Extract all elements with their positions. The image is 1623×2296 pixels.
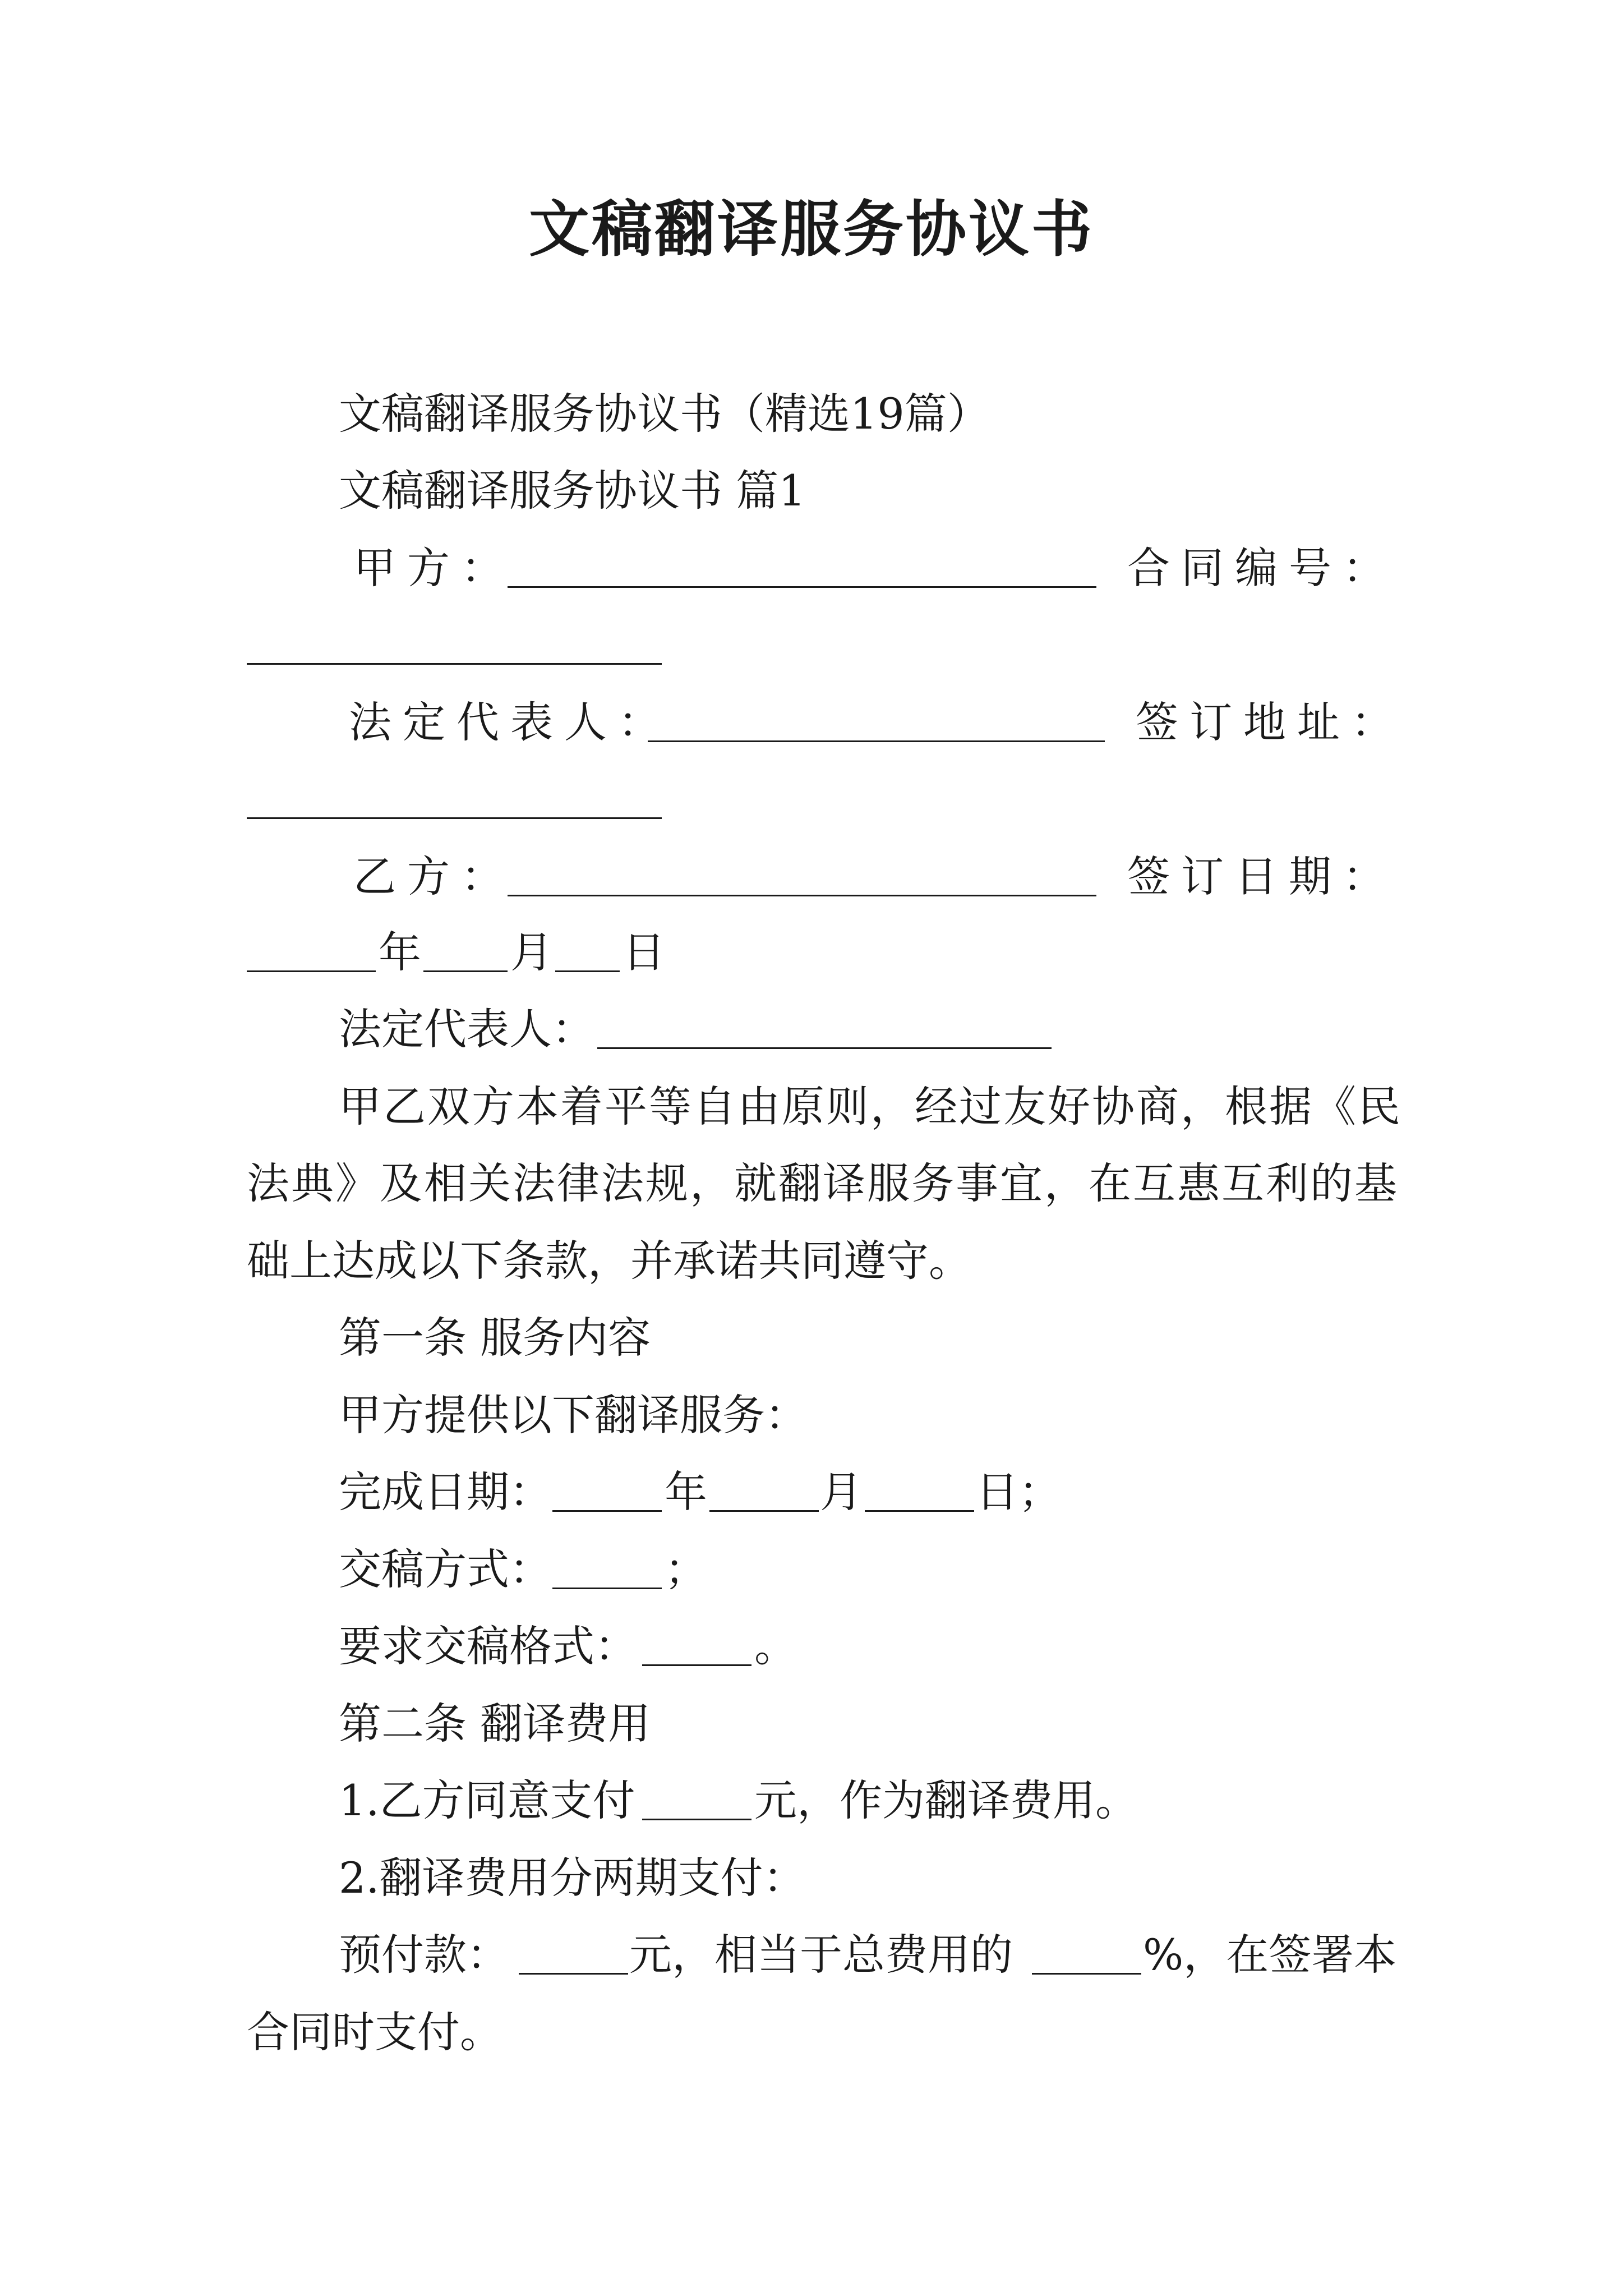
fee-item-1-suffix: 元，作为翻译费用。 — [754, 1775, 1138, 1825]
sign-place-blank — [247, 778, 662, 819]
sign-year-label: 年 — [379, 927, 421, 977]
fee-item-2: 2.翻译费用分两期支付： — [339, 1853, 806, 1903]
sign-place-label: 签订地址： — [1136, 697, 1405, 747]
sign-day-blank — [555, 931, 620, 972]
contract-no-blank — [247, 624, 662, 665]
completion-month-blank — [709, 1471, 819, 1512]
section-heading: 文稿翻译服务协议书 篇1 — [339, 466, 806, 516]
intro-paragraph-line-2: 法典》及相关法律法规，就翻译服务事宜，在互惠互利的基 — [247, 1158, 1399, 1208]
prepay-continuation: 合同时支付。 — [247, 2007, 502, 2057]
party-b-label: 乙方： — [353, 852, 515, 901]
delivery-format-end: 。 — [754, 1621, 797, 1671]
article-1-heading: 第一条 服务内容 — [339, 1313, 651, 1363]
prepay-label: 预付款： — [339, 1930, 509, 1980]
completion-day-label: 日； — [976, 1467, 1061, 1517]
legal-rep-a-label: 法定代表人： — [349, 697, 672, 747]
document-subtitle: 文稿翻译服务协议书（精选19篇） — [339, 389, 990, 439]
party-a-blank — [508, 547, 1096, 588]
sign-month-label: 月 — [510, 927, 553, 977]
delivery-format-blank — [642, 1625, 751, 1666]
sign-year-blank — [247, 931, 376, 972]
article-2-heading: 第二条 翻译费用 — [339, 1699, 651, 1749]
fee-item-1-prefix: 1.乙方同意支付 — [339, 1775, 635, 1825]
delivery-method-end: ； — [665, 1544, 707, 1594]
delivery-format-label: 要求交稿格式： — [339, 1621, 637, 1671]
party-a-label: 甲方： — [353, 543, 515, 593]
party-b-blank — [508, 855, 1096, 896]
intro-paragraph-line-1: 甲乙双方本着平等自由原则，经过友好协商，根据《民 — [339, 1082, 1402, 1131]
intro-paragraph-line-3: 础上达成以下条款，并承诺共同遵守。 — [247, 1236, 971, 1286]
document-title: 文稿翻译服务协议书 — [528, 194, 1094, 265]
sign-date-label: 签订日期： — [1127, 852, 1396, 901]
completion-year-blank — [552, 1471, 662, 1512]
completion-date-label: 完成日期： — [339, 1467, 552, 1517]
article-1-line-1: 甲方提供以下翻译服务： — [339, 1390, 808, 1440]
legal-rep-a-blank — [648, 701, 1105, 742]
contract-no-label: 合同编号： — [1127, 543, 1396, 593]
fee-amount-blank — [642, 1779, 751, 1820]
completion-month-label: 月 — [820, 1467, 863, 1517]
prepay-mid-text: 元，相当于总费用的 — [629, 1930, 1013, 1980]
completion-day-blank — [865, 1471, 974, 1512]
sign-month-blank — [423, 931, 508, 972]
legal-rep-b-label: 法定代表人： — [339, 1004, 594, 1054]
prepay-percent-blank — [1032, 1934, 1141, 1975]
sign-day-label: 日 — [623, 927, 665, 977]
delivery-method-label: 交稿方式： — [339, 1544, 552, 1594]
prepay-amount-blank — [519, 1934, 628, 1975]
legal-rep-b-blank — [597, 1008, 1052, 1049]
prepay-end-text: %，在签署本 — [1143, 1930, 1397, 1980]
delivery-method-blank — [552, 1548, 662, 1589]
completion-year-label: 年 — [665, 1467, 707, 1517]
